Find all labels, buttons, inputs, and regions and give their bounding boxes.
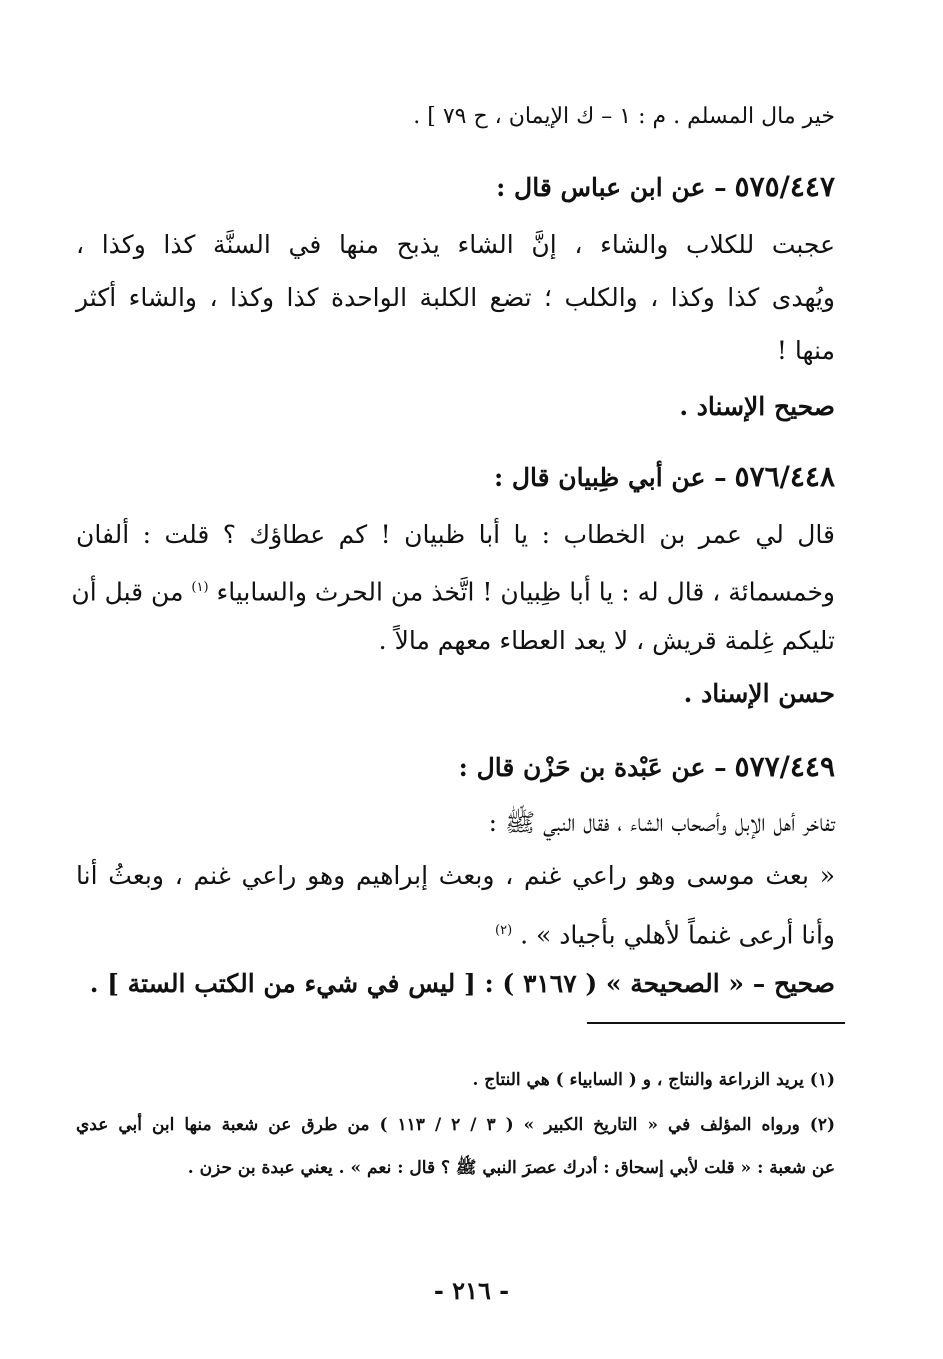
footnote-2-line-2: عن شعبة : « قلت لأبي إسحاق : أدرك عصرَ النبي ﷺ ؟ قال : نعم » . يعني عبدة بن حزن . [187,1158,835,1178]
hadith-narrator: – عن ابن عباس قال : [496,173,727,202]
hadith-449-line-1: تفاخر أهل الإبل وأصحاب الشاء ، فقال النبي ﷺ : [488,808,835,837]
hadith-448-line-2-text: وخمسمائة ، قال له : يا أبا ظِبيان ! اتَّخذ من الحرث والسابياء [216,577,835,607]
hadith-448-grade: حسن الإسناد . [683,679,835,708]
hadith-449-grade: صحيح – « الصحيحة » ( ٣١٦٧ ) : [ ليس في شيء من الكتب الستة ] . [89,969,835,998]
hadith-448-line-2-tail: من قبل أن [71,577,184,607]
footnote-divider [587,1022,845,1024]
footnote-1: (١) يريد الزراعة والنتاج ، و ( السابياء ) هي النتاج . [472,1070,835,1090]
footnote-2-line-1: (٢) ورواه المؤلف في « التاريخ الكبير » ( ٣ / ٢ / ١١٣ ) من طرق عن شعبة منها ابن أبي عدي [76,1115,836,1135]
hadith-447-line-2: ويُهدى كذا وكذا ، والكلب ؛ تضع الكلبة الواحدة كذا وكذا ، والشاء أكثر [76,283,835,312]
top-note: خير مال المسلم . م : ١ – ك الإيمان ، ح ٧٩ ] . [413,104,835,129]
hadith-number: ٥٧٥/٤٤٧ [734,170,835,203]
hadith-447-heading [76,170,835,205]
hadith-447-line-3: منها ! [776,336,835,365]
hadith-449-line-3-text: وأنا أرعى غنماً لأهلي بأجياد » . [520,920,835,950]
hadith-448-heading [76,460,835,495]
hadith-448-line-2 [71,571,835,609]
hadith-448-line-1: قال لي عمر بن الخطاب : يا أبا ظبيان ! كم عطاؤك ؟ قلت : ألفان [76,520,835,549]
hadith-449-line-3 [76,914,835,952]
hadith-448-line-3: تليكم غِلمة قريش ، لا يعد العطاء معهم مالاً . [378,626,835,655]
hadith-number: ٥٧٧/٤٤٩ [734,750,835,783]
hadith-449-line-2: « بعث موسى وهو راعي غنم ، وبعث إبراهيم وهو راعي غنم ، وبعثُ أنا [76,861,835,890]
footnote-marker: (١) [191,580,209,595]
hadith-449-heading [76,750,835,785]
hadith-narrator: – عن عَبْدة بن حَزْن قال : [458,753,727,782]
hadith-number: ٥٧٦/٤٤٨ [734,460,835,493]
hadith-447-grade: صحيح الإسناد . [679,392,835,421]
hadith-447-line-1: عجبت للكلاب والشاء ، إنَّ الشاء يذبح منها في السنَّة كذا وكذا ، [76,230,835,259]
hadith-narrator: – عن أبي ظِبيان قال : [493,463,727,492]
page-number: - ٢١٦ - [433,1276,510,1305]
footnote-marker: (٢) [495,923,513,938]
